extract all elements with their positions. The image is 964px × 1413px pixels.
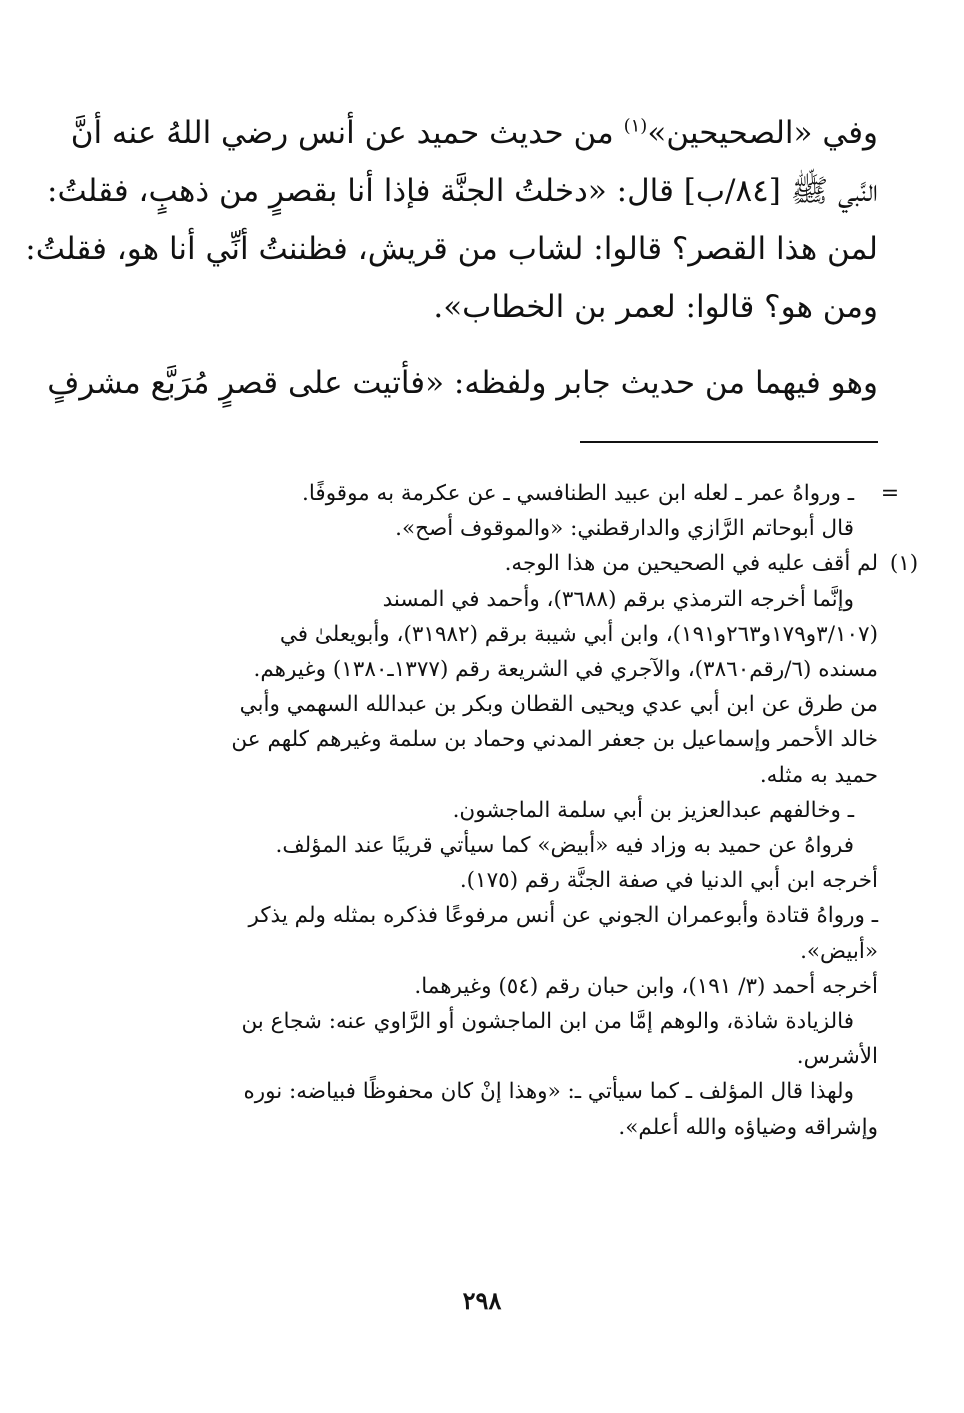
footnote-line: وإنَّما أخرجه الترمذي برقم (٣٦٨٨)، وأحمد في المسند [382, 586, 854, 612]
page-number: ٢٩٨ [462, 1286, 502, 1315]
footnote-line: ـ ورواهُ قتادة وأبوعمران الجوني عن أنس مرفوعًا فذكره بمثله ولم يذكر [248, 903, 878, 929]
footnote-line: لم أقف عليه في الصحيحين من هذا الوجه. [504, 551, 878, 577]
continuation-mark: = [880, 481, 900, 506]
footnote-line: أخرجه أحمد (٣/ ١٩١)، وابن حبان رقم (٥٤) وغيرهما. [414, 973, 878, 999]
footnote-line: من طرق عن ابن أبي عدي ويحيى القطان وبكر بن عبدالله السهمي وأبي [239, 692, 878, 718]
footnote-line: ـ ورواهُ عمر ـ لعله ابن عبيد الطنافسي ـ عن عكرمة به موقوفًا. [302, 481, 854, 506]
footnote-line: «أبيض». [800, 938, 878, 964]
footnote-line: فالزيادة شاذة، والوهم إمَّا من ابن الماجشون أو الرَّاوي عنه: شجاع بن [241, 1009, 854, 1035]
footnote-line: وإشراقه وضياؤه والله أعلم». [618, 1114, 878, 1140]
main-paragraph-2: وهو فيهما من حديث جابر ولفظه: «فأتيت على قصرٍ مُرَبَّع مشرفٍ [47, 365, 878, 401]
main-line: النَّبي ﷺ [٨٤/ب] قال: «دخلتُ الجنَّة فإذا أنا بقصرٍ من ذهبٍ، فقلتُ: [47, 173, 878, 209]
footnotes [78, 476, 919, 1145]
footnote-line: أخرجه ابن أبي الدنيا في صفة الجنَّة رقم (١٧٥). [459, 868, 878, 894]
footnote-line: (٣/١٠٧و١٧٩و٢٦٣و١٩١)، وابن أبي شيبة برقم (٣١٩٨٢)، وأبويعلىٰ في [279, 621, 878, 647]
footnote-line: فرواهُ عن حميد به وزاد فيه «أبيض» كما سيأتي قريبًا عند المؤلف. [275, 833, 854, 859]
footnote-line: خالد الأحمر وإسماعيل بن جعفر المدني وحماد بن سلمة وغيرهم كلهم عن [231, 727, 878, 753]
footnote-ref[interactable]: (١) [623, 115, 648, 137]
footnote-1 [78, 546, 919, 1144]
main-text [25, 104, 878, 401]
footnote-line: ـ وخالفهم عبدالعزيز بن أبي سلمة الماجشون. [452, 797, 854, 823]
footnote-line: حميد به مثله. [759, 762, 878, 788]
footnote-line: مسنده (٦/رقم٣٨٦٠)، والآجري في الشريعة رقم (١٣٧٧ـ١٣٨٠) وغيرهم. [253, 657, 878, 683]
footnote-number: (١) [889, 551, 919, 577]
footnote-line: ولهذا قال المؤلف ـ كما سيأتي ـ: «وهذا إنْ كان محفوظًا فبياضه: نوره [243, 1079, 854, 1105]
main-line: لمن هذا القصر؟ قالوا: لشاب من قريش، فظننتُ أنِّي أنا هو، فقلتُ: [25, 231, 878, 267]
main-line: ومن هو؟ قالوا: لعمر بن الخطاب». [433, 289, 878, 325]
footnote-line: قال أبوحاتم الرَّازي والدارقطني: «والموقوف أصح». [395, 516, 854, 542]
main-line: وفي «الصحيحين»$^{(١)}$ من حديث حميد عن أنس رضي اللهُ عنه أنَّ [70, 115, 878, 151]
footnote-separator [580, 441, 878, 443]
footnote-line: الأشرس. [796, 1044, 878, 1070]
